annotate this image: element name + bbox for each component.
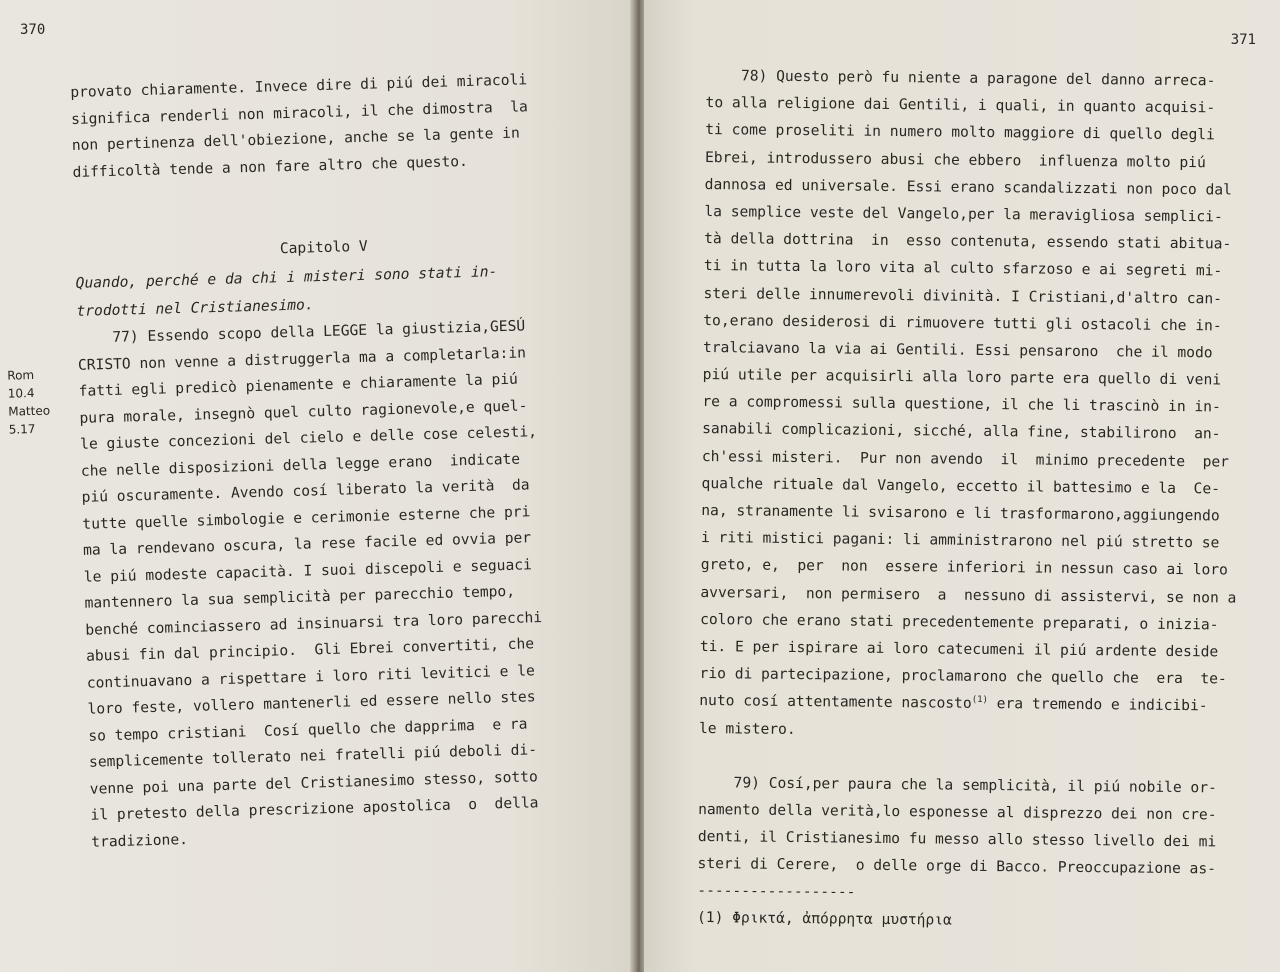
margin-ref-line: Rom [7, 367, 35, 383]
text-line: benché cominciassero ad insinuarsi tra loro parecchi [85, 608, 543, 639]
text-line: na, stranamente li svisarono e li trasformarono,aggiungendo [701, 501, 1220, 525]
text-line: rio di partecipazione, proclamarono che quello che era te- [699, 665, 1227, 688]
text-line: tà della dottrina in esso contenuta, essendo stati abitua- [704, 230, 1232, 253]
left-page-text [70, 67, 569, 856]
text-line: pura morale, insegnò quel culto ragionevole,e quel- [79, 396, 528, 427]
footnote-marker: (1) [971, 695, 989, 706]
text-line: significa renderli non miracoli, il che dimostra la [70, 97, 529, 128]
text-line: to alla religione dai Gentili, i quali, in quanto acquisi- [705, 94, 1216, 117]
page-number-left: 370 [20, 22, 46, 38]
text-line: fatti egli predicò pienamente e chiaramente la piú [78, 370, 519, 400]
text-line: avversari, non permisero a nessuno di assistervi, se non a [700, 583, 1237, 607]
text-line: ti in tutta la loro vita al culto sfarzoso e ai segreti mi- [703, 257, 1223, 280]
text-line: piú oscuramente. Avendo cosí liberato la verità da [81, 476, 530, 506]
footnote-separator: ------------------ [697, 881, 856, 901]
text-line: semplicemente tollerato nei fratelli piú deboli di- [88, 741, 538, 771]
text-line: 77) Essendo scopo della LEGGE la giustizia,GESÚ [76, 317, 526, 347]
text-line: mantennero la sua semplicità per parecchio tempo, [84, 582, 516, 612]
page-number-right: 371 [1230, 32, 1256, 48]
text-line: tradizione. [91, 830, 189, 851]
text-line: continuavano a rispettare i loro riti levitici e le [86, 661, 536, 692]
left-page [0, 0, 636, 972]
text-line: le piú modeste capacità. I suoi discepoli e seguaci [83, 555, 533, 586]
text-line: difficoltà tende a non fare altro che questo. [72, 152, 469, 181]
text-line: venne poi una parte del Cristianesimo stesso, sotto [89, 767, 538, 798]
text-line: coloro che erano stati precedentemente preparati, o inizia- [700, 610, 1219, 634]
text-line: i riti mistici pagani: li amministrarono nel piú stretto se [700, 529, 1220, 552]
text-line: 78) Questo però fu niente a paragone del danno arreca- [705, 66, 1216, 90]
text-line: tutte quelle simbologie e cerimonie esterne che pri [82, 502, 531, 533]
text-line: 79) Cosí,per paura che la semplicità, il piú nobile or- [698, 773, 1217, 797]
text-line: ti come proseliti in numero molto maggiore di quello degli [705, 121, 1215, 144]
margin-ref-line: 10.4 [7, 385, 35, 401]
chapter-subtitle-line: trodotti nel Cristianesimo. [76, 296, 314, 320]
margin-ref-line: Matteo [8, 403, 51, 419]
footnote: (1) Φρικτά, ἀπόρρητα μυστήρια [696, 908, 952, 929]
text-line: ma la rendevano oscura, la rese facile ed ovvia per [82, 529, 532, 559]
text-line: piú utile per acquisirli alla loro parte era quello di veni [702, 366, 1222, 389]
text-line: namento della verità,lo esponesse al disprezzo dei non cre- [698, 801, 1217, 824]
text-line: so tempo cristiani Cosí quello che dapprima e ra [88, 714, 528, 745]
text-line: greto, e, per non essere inferiori in nessun caso ai loro [700, 556, 1228, 579]
text-line: sanabili complicazioni, sicché, alla fine, stabilirono an- [702, 420, 1221, 443]
text-segment: nuto cosí attentamente nascosto [699, 692, 972, 713]
margin-reference [7, 365, 59, 438]
text-line: steri delle innumerevoli divinità. I Cristiani,d'altro can- [703, 284, 1223, 307]
text-line: il pretesto della prescrizione apostolica o della [90, 794, 539, 824]
text-segment: era tremendo e indicibi- [987, 695, 1208, 715]
text-line: loro feste, vollero mantenerli ed essere nello stes [87, 688, 536, 718]
text-line: provato chiaramente. Invece dire di piú dei miracoli [70, 71, 528, 101]
text-line: Ebrei, introdussero abusi che ebbero influenza molto piú [704, 148, 1206, 171]
text-line: re a compromessi sulla questione, il che li trascinò in in- [702, 393, 1221, 416]
text-line: steri di Cerere, o delle orge di Bacco. Preoccupazione as- [697, 855, 1217, 878]
text-line: ti. E per ispirare ai loro catecumeni il piú ardente deside [699, 637, 1219, 661]
text-line: tralciavano la via ai Gentili. Essi pensarono che il modo [702, 338, 1213, 362]
text-line: dannosa ed universale. Essi erano scandalizzati non poco dal [704, 175, 1232, 199]
text-line: non pertinenza dell'obiezione, anche se la gente in [71, 124, 521, 154]
chapter-heading: Capitolo V [279, 237, 368, 258]
margin-ref-line: 5.17 [8, 421, 36, 437]
text-line: le giuste concezioni del cielo e delle cose celesti, [79, 423, 538, 453]
text-line: CRISTO non venne a distruggerla ma a completarla:in [77, 343, 527, 374]
right-page [644, 0, 1280, 972]
right-page-text [697, 62, 1254, 937]
text-line: che nelle disposizioni della legge erano indicate [80, 450, 521, 480]
text-line: to,erano desiderosi di rimuovere tutti gli ostacoli che in- [703, 311, 1222, 335]
chapter-subtitle-line: Quando, perché e da chi i misteri sono stati in- [75, 263, 498, 292]
text-line: le mistero. [698, 719, 796, 738]
text-line: ch'essi misteri. Pur non avendo il minimo precedente per [701, 447, 1230, 471]
text-line: denti, il Cristianesimo fu messo allo stesso livello dei mi [697, 828, 1217, 851]
text-line: la semplice veste del Vangelo,per la meravigliosa semplici- [704, 202, 1223, 226]
text-line: qualche rituale dal Vangelo, eccetto il battesimo e la Ce- [701, 474, 1221, 498]
text-line: abusi fin dal principio. Gli Ebrei convertiti, che [85, 635, 535, 665]
